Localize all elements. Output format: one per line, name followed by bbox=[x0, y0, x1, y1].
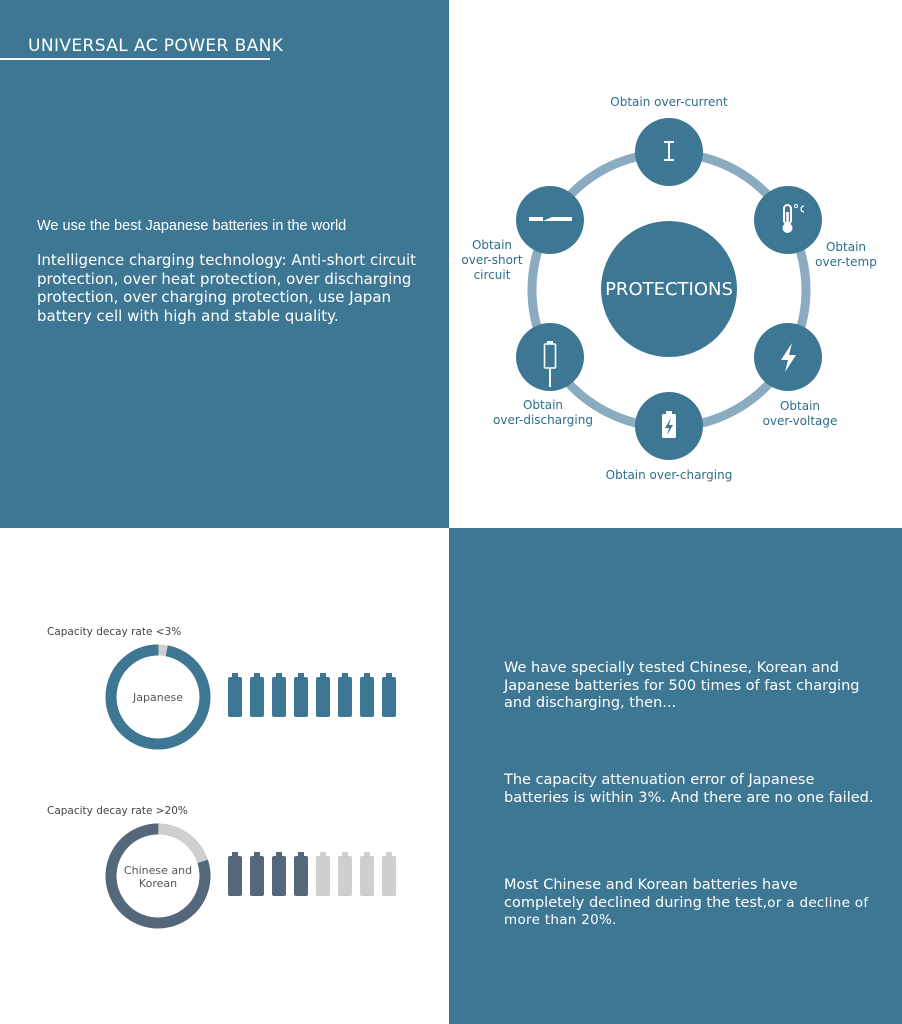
japanese-battery-icon bbox=[228, 673, 242, 717]
japanese-battery-icon bbox=[360, 673, 374, 717]
chinese-korean-battery-icon bbox=[360, 852, 374, 896]
chinese-korean-battery-icon bbox=[228, 852, 242, 896]
japanese-battery-icon bbox=[294, 673, 308, 717]
chinese-korean-label: Chinese and Korean bbox=[123, 864, 193, 890]
chinese-korean-battery-icon bbox=[382, 852, 396, 896]
intro-heading: We use the best Japanese batteries in the world bbox=[37, 218, 347, 234]
chinese-korean-battery-icon bbox=[294, 852, 308, 896]
japanese-batteries bbox=[228, 673, 403, 719]
findings-paragraph-1: We have specially tested Chinese, Korean and Japanese batteries for 500 times of fast charging and discharging, then... bbox=[504, 660, 860, 711]
intro-panel bbox=[0, 0, 449, 528]
japanese-battery-icon bbox=[250, 673, 264, 717]
battery-charging-icon bbox=[662, 411, 676, 438]
japanese-battery-row bbox=[228, 673, 403, 719]
japanese-battery-icon bbox=[338, 673, 352, 717]
japanese-caption: Capacity decay rate <3% bbox=[47, 626, 182, 638]
chinese-korean-batteries bbox=[228, 852, 403, 898]
japanese-battery-icon bbox=[316, 673, 330, 717]
label-over-discharging: Obtain over-discharging bbox=[493, 398, 593, 427]
label-over-voltage: Obtain over-voltage bbox=[762, 399, 838, 428]
chinese-korean-caption: Capacity decay rate >20% bbox=[47, 805, 188, 817]
chinese-korean-battery-icon bbox=[250, 852, 264, 896]
findings-paragraph-3: Most Chinese and Korean batteries have completely declined during the test,or a decline of more than 20%. bbox=[504, 877, 869, 928]
label-over-short-circuit: Obtain over-short circuit bbox=[461, 238, 523, 282]
chinese-korean-battery-icon bbox=[272, 852, 286, 896]
label-over-temp: Obtain over-temp bbox=[815, 240, 877, 269]
comparison-panel bbox=[0, 528, 449, 1024]
chinese-korean-battery-row bbox=[228, 852, 403, 898]
japanese-battery-icon bbox=[272, 673, 286, 717]
chinese-korean-battery-icon bbox=[338, 852, 352, 896]
node-over-voltage bbox=[754, 323, 822, 391]
node-over-current bbox=[635, 118, 703, 186]
chinese-korean-battery-icon bbox=[316, 852, 330, 896]
brand-title: UNIVERSAL AC POWER BANK bbox=[28, 36, 284, 56]
japanese-battery-icon bbox=[382, 673, 396, 717]
node-over-discharging bbox=[516, 323, 584, 391]
label-over-charging: Obtain over-charging bbox=[605, 468, 733, 482]
findings-paragraph-2: The capacity attenuation error of Japanese batteries is within 3%. And there are no one failed. bbox=[504, 772, 874, 806]
node-over-charging bbox=[635, 392, 703, 460]
brand-underline bbox=[0, 58, 270, 60]
protections-center-label: PROTECTIONS bbox=[605, 279, 733, 300]
intro-body: Intelligence charging technology: Anti-short circuit protection, over heat protection, over discharging protection, over charging protection, use Japan battery cell with high and stable quality. bbox=[37, 251, 416, 325]
label-over-current: Obtain over-current bbox=[610, 95, 728, 109]
japanese-label: Japanese bbox=[133, 691, 183, 704]
